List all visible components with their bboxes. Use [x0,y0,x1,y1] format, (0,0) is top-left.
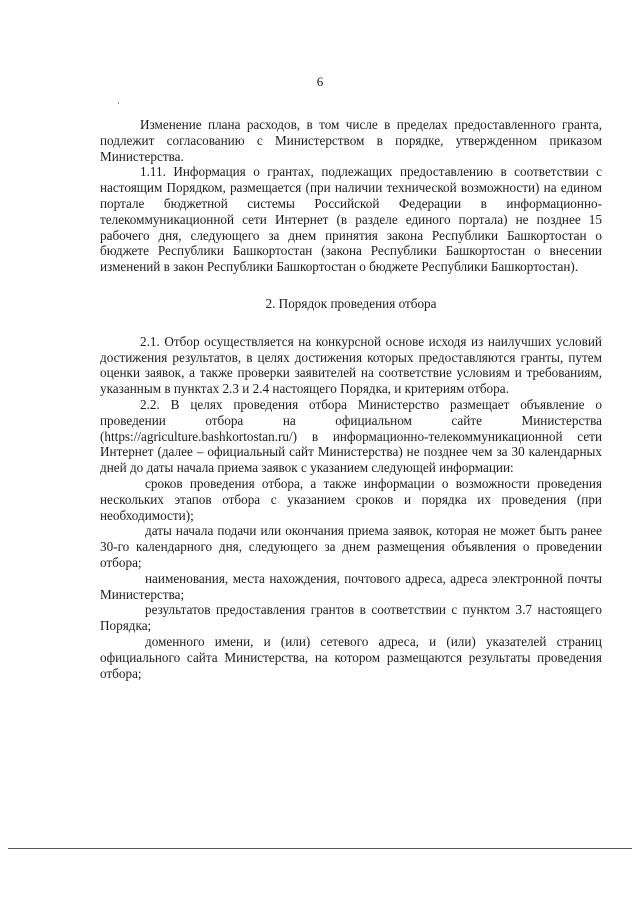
paragraph-2-1: 2.1. Отбор осуществляется на конкурсной основе исходя из наилучших условий достижения результатов, в целях достижения которых предоставляются гранты, путем оценки заявок, а также проверки заявителей на соответствие условиям и требованиям, указанным в пунктах 2.3 и 2.4 настоящего Порядка, и критериям отбора. [100,333,602,397]
scan-speck [118,102,119,104]
list-item-domain: доменного имени, и (или) сетевого адреса, и (или) указателей страниц официального сайта Министерства, на котором размещаются результаты проведения отбора; [100,633,602,681]
list-item-contacts: наименования, места нахождения, почтового адреса, адреса электронной почты Министерства; [100,570,602,602]
list-item-deadlines: сроков проведения отбора, а также информации о возможности проведения нескольких этапов отбора с указанием сроков и порядка их проведения (при необходимости); [100,475,602,523]
bottom-rule [8,848,632,849]
paragraph-1-11: 1.11. Информация о грантах, подлежащих предоставлению в соответствии с настоящим Порядком, размещается (при наличии технической возможности) на едином портале бюджетной системы Российской Федерации в информационно-телекоммуникационной сети Интернет (в разделе единого портала) не позднее 15 рабочего дня, следующего за днем принятия закона Республики Башкортостан о бюджете Республики Башкортостан (закона Республики Башкортостан о внесении изменений в закон Республики Башкортостан о бюджете Республики Башкортостан). [100,164,602,275]
list-item-dates: даты начала подачи или окончания приема заявок, которая не может быть ранее 30-го календарного дня, следующего за днем размещения объявления о проведении отбора; [100,523,602,570]
list-item-results: результатов предоставления грантов в соответствии с пунктом 3.7 настоящего Порядка; [100,602,602,634]
document-body [100,117,602,681]
paragraph-2-2: 2.2. В целях проведения отбора Министерство размещает объявление о проведении отбора на официальном сайте Министерства (https://agriculture.bashkortostan.ru/) в информационно-телекоммуникационной сети Интернет (далее – официальный сайт Министерства) не позднее чем за 30 календарных дней до даты начала приема заявок с указанием следующей информации: [100,396,602,476]
page-number: 6 [316,74,324,89]
paragraph-plan-change: Изменение плана расходов, в том числе в пределах предоставленного гранта, подлежит согласованию с Министерством в порядке, утвержденном приказом Министерства. [100,117,602,164]
section-heading: 2. Порядок проведения отбора [265,295,437,311]
